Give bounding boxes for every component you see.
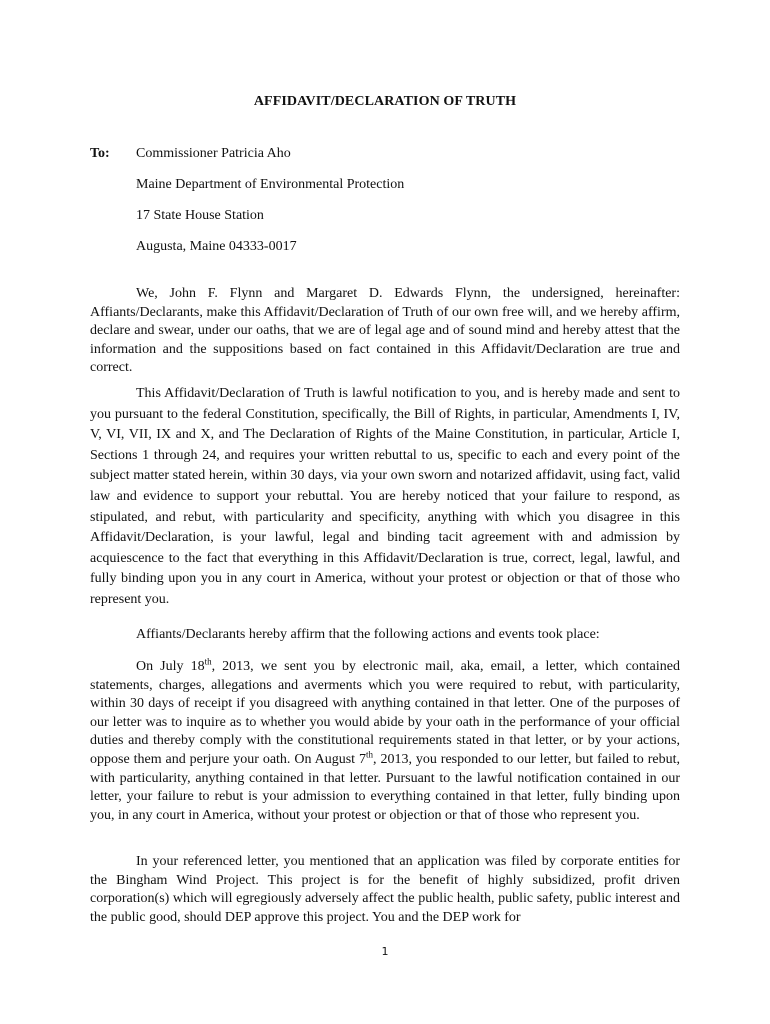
paragraph-notification: This Affidavit/Declaration of Truth is lawful notification to you, and is hereby made and sent to you pursuant to the federal Constitution, specifically, the Bill of Rights, in particular, Amendments I, IV, V, VI, VII, IX and X, and The Declaration of Rights of the Maine Constitution, in particular, Article I, Sections 1 through 24, and requires your written rebuttal to us, specific to each and every point of the subject matter stated herein, within 30 days, via your own sworn and notarized affidavit, using fact, valid law and evidence to support your rebuttal. You are hereby noticed that your failure to respond, as stipulated, and rebut, with particularity and specificity, anything with which you disagree in this Affidavit/Declaration, is your lawful, legal and binding tacit agreement with and admission by acquiescence to the fact that everything in this Affidavit/Declaration is true, correct, legal, lawful, and fully binding upon you in any court in America, without your protest or objection or that of those who represent you.: [90, 386, 680, 607]
address-line-recipient: Commissioner Patricia Aho: [136, 146, 291, 161]
address-line-department: Maine Department of Environmental Protection: [136, 177, 405, 192]
to-label: To:: [90, 146, 110, 161]
document-title: AFFIDAVIT/DECLARATION OF TRUTH: [253, 94, 517, 109]
paragraph-email-events: [90, 658, 680, 825]
paragraph-affiants: We, John F. Flynn and Margaret D. Edwards Flynn, the undersigned, hereinafter: Affiants/Declarants, make this Affidavit/Declaration of Truth of our own free will, and we hereby affirm, declare and swear, under our oaths, that we are of legal age and of sound mind and hereby attest that the information and the suppositions based on fact contained in this Affidavit/Declaration are true and correct.: [90, 286, 680, 375]
address-line-station: 17 State House Station: [136, 208, 264, 223]
paragraph-affirmation: Affiants/Declarants hereby affirm that the following actions and events took place:: [136, 627, 600, 642]
text-segment: On July 18: [136, 659, 205, 674]
paragraph-wind-project: In your referenced letter, you mentioned that an application was filed by corporate entities for the Bingham Wind Project. This project is for the benefit of highly subsidized, profit driven corporation(s) which will egregiously adversely affect the public health, public safety, public interest and the public good, should DEP approve this project. You and the DEP work for: [90, 854, 680, 925]
text-segment: , 2013, we sent you by electronic mail, aka, email, a letter, which contained statements, charges, allegations and averments which you were required to rebut, with particularity, within 30 days of receipt if you disagreed with anything contained in that letter. One of the purposes of our letter was to inquire as to whether you would abide by your oath in the performance of your official duties and thereby comply with the constitutional requirements stated in that letter, or by your actions, oppose them and perjure your oath. On August 7: [90, 659, 680, 767]
ordinal-suffix: th: [204, 656, 212, 667]
ordinal-suffix: th: [366, 749, 374, 760]
text-segment: , 2013, you responded to our letter, but failed to rebut, with particularity, anything contained in that letter. Pursuant to the lawful notification contained in our letter, your failure to rebut is your admission to everything contained in that letter, fully binding upon you, in any court in America, without your protest or objection or that of those who represent you.: [90, 751, 681, 823]
page-number: 1: [381, 945, 389, 958]
address-line-city: Augusta, Maine 04333-0017: [136, 239, 297, 254]
